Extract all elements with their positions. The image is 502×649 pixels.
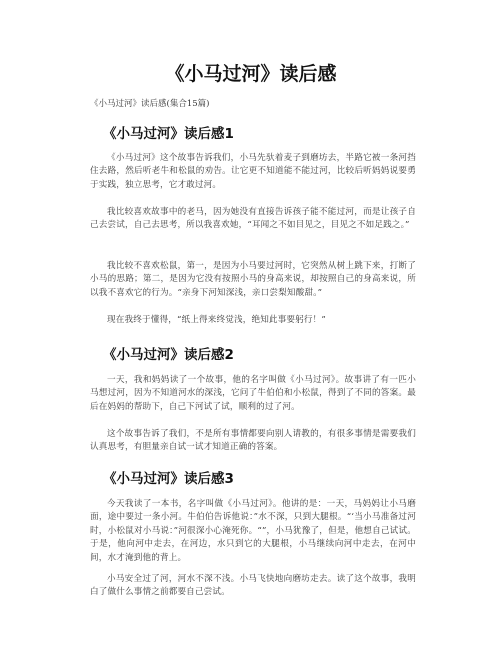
section-2-paragraph-1: 一天，我和妈妈读了一个故事，他的名字叫做《小马过河》。故事讲了有一匹小马想过河，因为不知道河水的深浅，它问了牛伯伯和小松鼠，得到了不同的答案。最后在妈妈的帮助下，自己下河试了试，顺利的过了河。 <box>90 375 416 412</box>
section-1-paragraph-3: 我比较不喜欢松鼠，第一，是因为小马要过河时，它突然从树上跳下来，打断了小马的思路；第二，是因为它没有按照小马的身高来说，却按照自己的身高来说，所以我不喜欢它的行为。“亲身下河知深浅，亲口尝梨知酸甜。” <box>90 261 416 298</box>
section-heading-3: 《小马过河》读后感3 <box>103 471 234 487</box>
section-1-paragraph-2: 我比较喜欢故事中的老马，因为她没有直接告诉孩子能不能过河，而是让孩子自己去尝试，自己去思考，所以我喜欢她，“耳闻之不如目见之，目见之不如足践之。” <box>90 207 416 231</box>
page-title: 《小马过河》读后感 <box>165 63 337 85</box>
document-subtitle: 《小马过河》读后感(集合15篇) <box>90 99 210 109</box>
section-1-paragraph-1: 《小马过河》这个故事告诉我们，小马先驮着麦子到磨坊去，半路它被一条河挡住去路，然后听老牛和松鼠的劝告。让它更不知道能不能过河，比较后听妈妈说要勇于实践，独立思考，它才敢过河。 <box>90 153 416 190</box>
section-1-paragraph-4: 现在我终于懂得，“纸上得来终觉浅，绝知此事要躬行！” <box>107 315 326 325</box>
section-heading-1: 《小马过河》读后感1 <box>103 126 234 142</box>
section-2-paragraph-2: 这个故事告诉了我们，不是所有事情都要向别人请教的，有很多事情是需要我们认真思考，有胆量亲自试一试才知道正确的答案。 <box>90 429 416 453</box>
section-3-paragraph-1: 今天我读了一本书，名字叫做《小马过河》。他讲的是：一天，马妈妈让小马磨面，途中要过一条小河。牛伯伯告诉他说：”水不深，只到大腿根。“‘当小马准备过河时，小松鼠对小马说：”河很深小心淹死你。“”，小马犹豫了，但是，他想自己试试。于是，他向河中走去，在河边，水只到它的大腿根，小马继续向河中走去，在河中间，水才淹到他的背上。 <box>90 499 416 563</box>
section-3-paragraph-2: 小马安全过了河，河水不深不浅。小马飞快地向磨坊走去。读了这个故事，我明白了做什么事情之前都要自己尝试。 <box>90 574 416 598</box>
section-heading-2: 《小马过河》读后感2 <box>103 347 234 363</box>
